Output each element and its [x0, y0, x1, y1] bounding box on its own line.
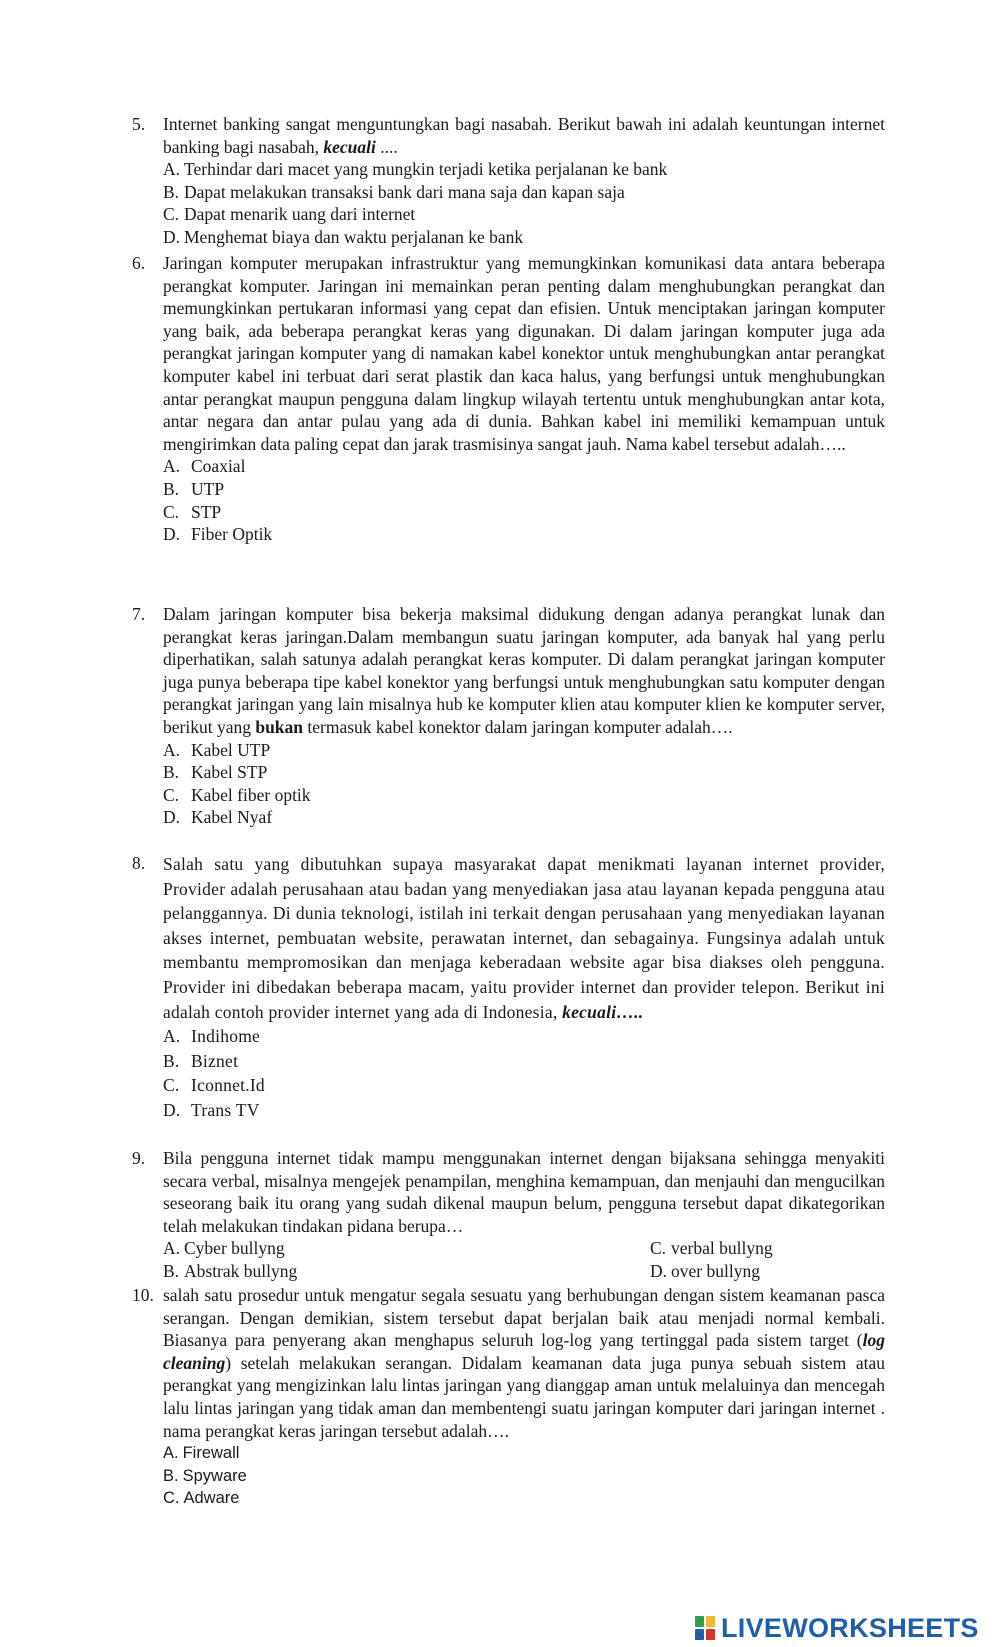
answer-option[interactable]: D. Fiber Optik — [163, 524, 273, 545]
question-number: 5. — [132, 114, 146, 134]
logo-square-yellow — [706, 1616, 715, 1627]
answer-option[interactable]: C. Dapat menarik uang dari internet — [163, 204, 416, 225]
question-7 — [132, 603, 885, 829]
answer-option[interactable]: D. Trans TV — [163, 1099, 260, 1120]
answer-option[interactable]: A. Coaxial — [163, 456, 246, 477]
liveworksheets-logo — [695, 1613, 979, 1643]
liveworksheets-logo-icon — [695, 1616, 715, 1640]
answer-option[interactable]: D. Menghemat biaya dan waktu perjalanan ke bank — [163, 226, 524, 247]
answer-option[interactable]: B. UTP — [163, 478, 225, 499]
question-stem: Salah satu yang dibutuhkan supaya masyarakat dapat menikmati layanan internet provider, Provider adalah perusahaan atau badan yang menyediakan jasa atau layanan kepada pengguna atau pelanggannya. Di dunia teknologi, istilah ini terkait dengan perusahaan yang menyediakan layanan akses internet, pembuatan website, perawatan internet, dan sebagainya. Fungsinya adalah untuk membantu mempromosikan dan menjaga keberadaan website agar bisa diakses oleh pengguna. Provider ini dibedakan beberapa macam, yaitu provider internet dan provider telepon. Berikut ini adalah contoh provider internet yang ada di Indonesia, kecuali….. — [163, 854, 885, 1022]
answer-option[interactable]: C. STP — [163, 501, 222, 522]
logo-text: LIVEWORKSHEETS — [721, 1612, 979, 1643]
answer-option[interactable]: B. Kabel STP — [163, 762, 268, 783]
answer-option[interactable]: D. Kabel Nyaf — [163, 807, 273, 828]
question-number: 8. — [132, 853, 146, 873]
answer-option[interactable]: A. Terhindar dari macet yang mungkin terjadi ketika perjalanan ke bank — [163, 159, 668, 180]
answer-option[interactable]: C. Adware — [163, 1489, 240, 1508]
question-6 — [132, 252, 885, 546]
question-8 — [132, 852, 885, 1123]
question-stem: Jaringan komputer merupakan infrastruktur yang memungkinkan komunikasi data antara beberapa perangkat komputer. Jaringan ini memainkan peran penting dalam menghubungkan perangkat dan memungkinkan pertukaran informasi yang cepat dan efisien. Untuk menciptakan jaringan komputer yang baik, ada beberapa perangkat keras yang digunakan. Di dalam jaringan komputer juga ada perangkat jaringan komputer yang di namakan kabel konektor untuk menghubungkan antar perangkat komputer kabel ini terbuat dari serat plastik dan kaca halus, yang berfungsi untuk menghubungkan antar perangkat maupun pengguna dalam lingkup wilayah tertentu untuk menghubungkan antar kota, antar negara dan antar pulau yang ada di dunia. Bahkan kabel ini memiliki kemampuan untuk mengirimkan data paling cepat dan jarak trasmisinya sangat jauh. Nama kabel tersebut adalah….. — [163, 253, 885, 454]
logo-square-red — [706, 1629, 715, 1640]
answer-option[interactable]: C. Kabel fiber optik — [163, 784, 311, 805]
question-number: 6. — [132, 253, 146, 273]
answer-option[interactable]: C. verbal bullyng — [650, 1238, 773, 1259]
answer-option[interactable]: A. Indihome — [163, 1026, 261, 1047]
question-stem: salah satu prosedur untuk mengatur segala sesuatu yang berhubungan dengan sistem keamanan pasca serangan. Dengan demikian, sistem tersebut dapat berjalan baik atau menjadi normal kembali. Biasanya para penyerang akan menghapus seluruh log-log yang tertinggal pada sistem target (log cleaning) setelah melakukan serangan. Didalam keamanan data juga punya sebuah sistem atau perangkat yang mengizinkan lalu lintas jaringan yang dianggap aman untuk melaluinya dan mencegah lalu lintas jaringan yang tidak aman dan membentengi suatu jaringan komputer dari jaringan internet . nama perangkat keras jaringan tersebut adalah…. — [163, 1285, 885, 1441]
question-stem: Internet banking sangat menguntungkan bagi nasabah. Berikut bawah ini adalah keuntungan internet banking bagi nasabah, kecuali .... — [163, 114, 885, 157]
answer-option[interactable]: B. Abstrak bullyng — [163, 1260, 298, 1281]
logo-square-green — [695, 1616, 704, 1627]
answer-option[interactable]: B. Spyware — [163, 1466, 247, 1485]
question-number: 7. — [132, 604, 146, 624]
logo-square-blue — [695, 1629, 704, 1640]
answer-option[interactable]: A. Firewall — [163, 1444, 240, 1463]
question-number: 9. — [132, 1148, 146, 1168]
question-stem: Bila pengguna internet tidak mampu menggunakan internet dengan bijaksana sehingga menyakiti secara verbal, misalnya mengejek penampilan, menghina kemampuan, dan menjauhi dan mengucilkan seseorang baik itu orang yang sudah dikenal maupun belum, pengguna tersebut dapat dikategorikan telah melakukan tindakan pidana berupa… — [163, 1148, 885, 1236]
answer-options-grid — [163, 1237, 885, 1282]
question-stem: Dalam jaringan komputer bisa bekerja maksimal didukung dengan adanya perangkat lunak dan perangkat keras jaringan.Dalam membangun suatu jaringan komputer, ada banyak hal yang perlu diperhatikan, salah satunya adalah perangkat keras komputer. Di dalam perangkat jaringan komputer juga punya beberapa tipe kabel konektor yang berfungsi untuk menghubungkan satu komputer dengan perangkat jaringan yang lain misalnya hub ke komputer klien atau komputer klien ke komputer server, berikut yang bukan termasuk kabel konektor dalam jaringan komputer adalah…. — [163, 604, 885, 737]
question-number: 10. — [132, 1285, 154, 1305]
question-9 — [132, 1147, 885, 1283]
answer-option[interactable]: B. Biznet — [163, 1050, 239, 1071]
answer-option[interactable]: D. over bullyng — [650, 1260, 760, 1281]
answer-option[interactable]: C. Iconnet.Id — [163, 1075, 265, 1096]
question-10 — [132, 1284, 885, 1510]
answer-option[interactable]: B. Dapat melakukan transaksi bank dari mana saja dan kapan saja — [163, 181, 625, 202]
answer-option[interactable]: A. Cyber bullyng — [163, 1238, 285, 1259]
answer-option[interactable]: A. Kabel UTP — [163, 739, 271, 760]
question-5 — [132, 113, 885, 249]
